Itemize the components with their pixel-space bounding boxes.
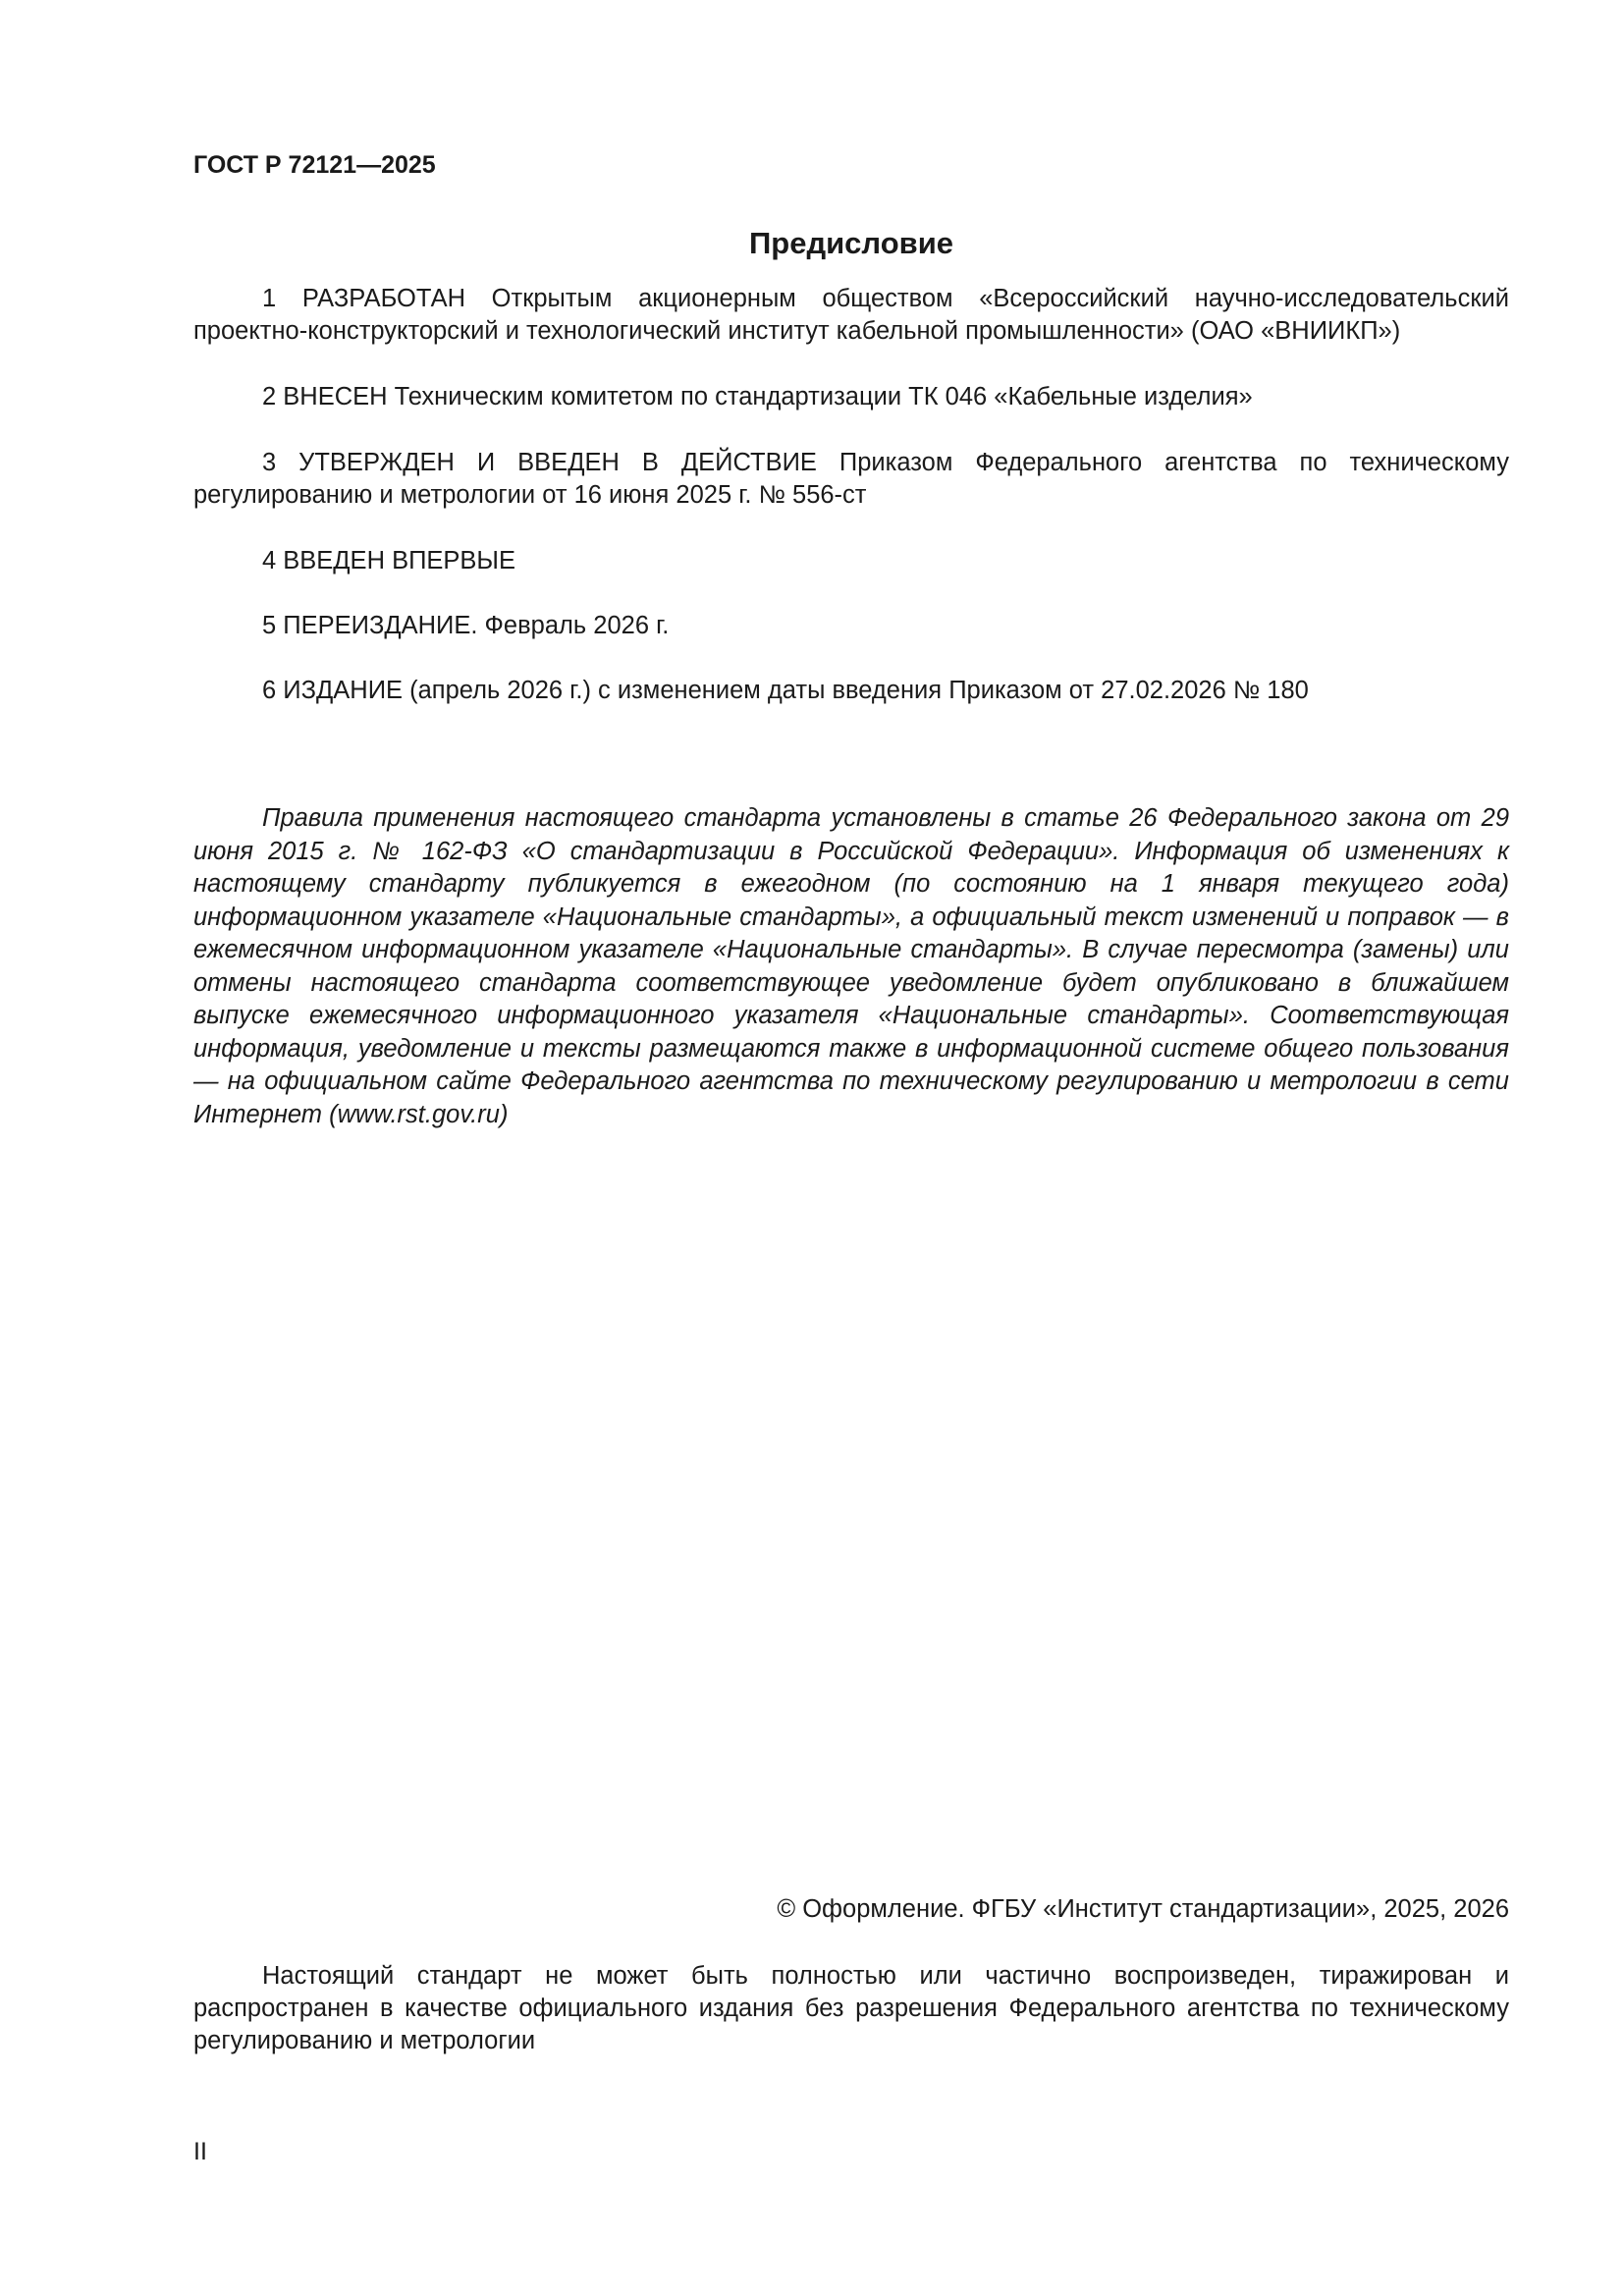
document-code: ГОСТ Р 72121—2025	[193, 151, 436, 179]
rules-note: Правила применения настоящего стандарта установлены в статье 26 Федерального закона от 29 июня 2015 г. № 162-ФЗ «О стандартизации в Российской Федерации». Информация об изменениях к настоящему стандарту публикуется в ежегодном (по состоянию на 1 января текущего года) информационном указателе «Национальные стандарты», а официальный текст изменений и поправок — в ежемесячном информационном указателе «Национальные стандарты». В случае пересмотра (замены) или отмены настоящего стандарта соответствующее уведомление будет опубликовано в ближайшем выпуске ежемесячного информационного указателя «Национальные стандарты». Соответствующая информация, уведомление и тексты размещаются также в информационной системе общего пользования — на официальном сайте Федерального агентства по техническому регулированию и метрологии в сети Интернет (www.rst.gov.ru)	[193, 804, 1509, 1128]
foreword-item-2: 2 ВНЕСЕН Техническим комитетом по стандартизации ТК 046 «Кабельные изделия»	[262, 383, 1253, 410]
page-number: II	[193, 2138, 207, 2165]
foreword-item-5: 5 ПЕРЕИЗДАНИЕ. Февраль 2026 г.	[262, 612, 670, 639]
copyright-line: © Оформление. ФГБУ «Институт стандартизации», 2025, 2026	[777, 1895, 1509, 1923]
reproduction-notice: Настоящий стандарт не может быть полностью или частично воспроизведен, тиражирован и распространен в качестве официального издания без разрешения Федерального агентства по техническому регулированию и метрологии	[193, 1962, 1509, 2054]
page-title: Предисловие	[748, 226, 953, 260]
foreword-item-6: 6 ИЗДАНИЕ (апрель 2026 г.) с изменением даты введения Приказом от 27.02.2026 № 180	[262, 677, 1309, 704]
foreword-item-4: 4 ВВЕДЕН ВПЕРВЫЕ	[262, 547, 516, 574]
foreword-item-1: 1 РАЗРАБОТАН Открытым акционерным обществом «Всероссийский научно-исследовательский проектно-конструкторский и технологический институт кабельной промышленности» (ОАО «ВНИИКП»)	[193, 285, 1509, 345]
foreword-item-3: 3 УТВЕРЖДЕН И ВВЕДЕН В ДЕЙСТВИЕ Приказом Федерального агентства по техническому регулированию и метрологии от 16 июня 2025 г. № 556-ст	[193, 449, 1509, 509]
